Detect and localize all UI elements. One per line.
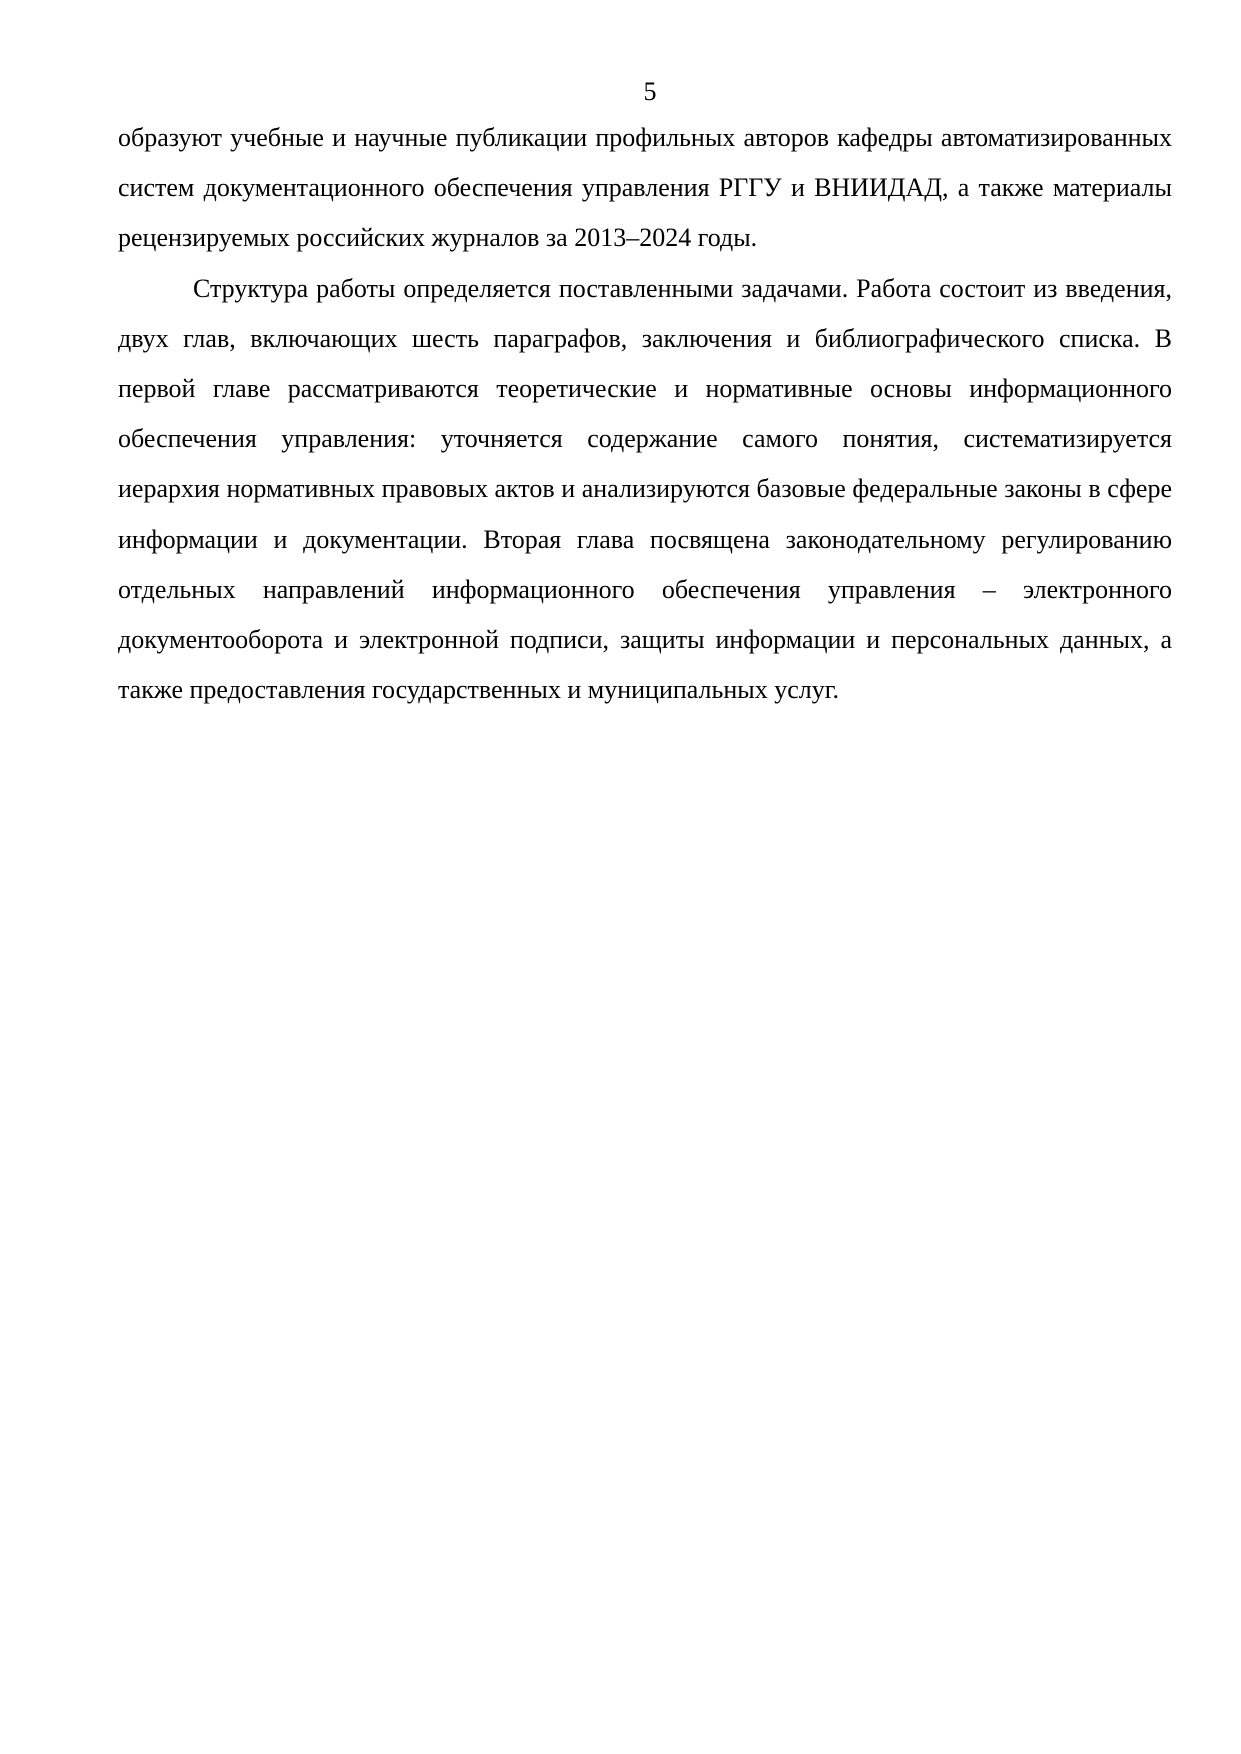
paragraph-continuation: образуют учебные и научные публикации профильных авторов кафедры автоматизированных систем документационного обеспечения управления РГГУ и ВНИИДАД, а также материалы рецензируемых российских журналов за 2013–2024 годы. [118,123,1172,253]
paragraph-structure: Структура работы определяется поставленными задачами. Работа состоит из введения, двух глав, включающих шесть параграфов, заключения и библиографического списка. В первой главе рассматриваются теоретические и нормативные основы информационного обеспечения управления: уточняется содержание самого понятия, систематизируется иерархия нормативных правовых актов и анализируются базовые федеральные законы в сфере информации и документации. Вторая глава посвящена законодательному регулированию отдельных направлений информационного обеспечения управления – электронного документооборота и электронной подписи, защиты информации и персональных данных, а также предоставления государственных и муниципальных услуг. [118,273,1172,705]
page-number: 5 [643,77,657,106]
body-text [118,113,1172,715]
